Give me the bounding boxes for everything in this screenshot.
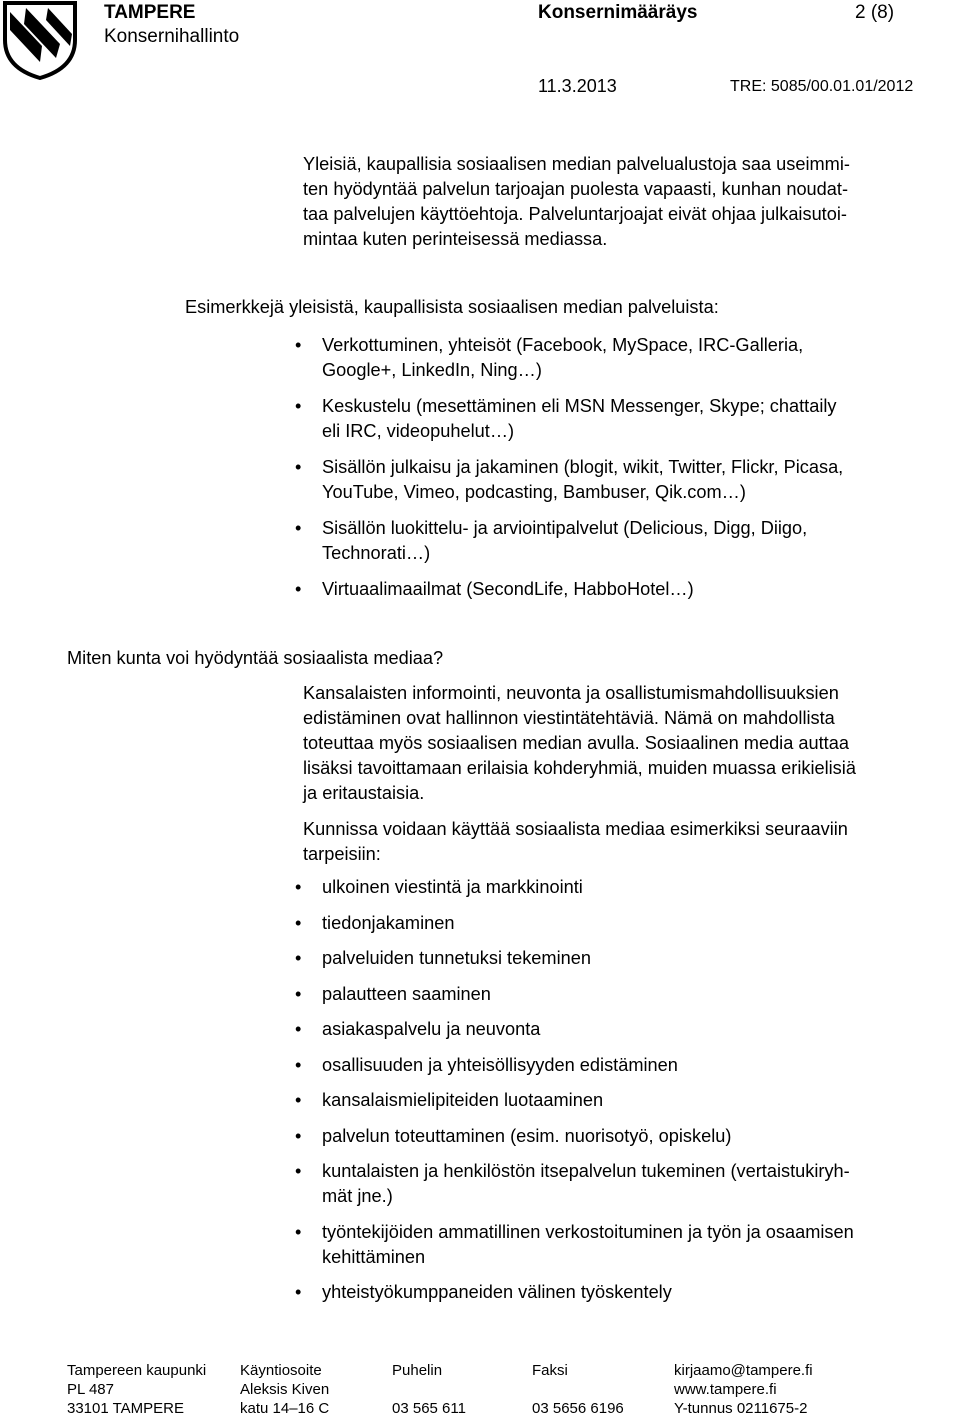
- text-line: toteuttaa myös sosiaalisen median avulla. Sosiaalinen media auttaa: [303, 733, 849, 753]
- city-coat-of-arms-logo: [2, 0, 78, 80]
- footer-website-link[interactable]: www.tampere.fi: [674, 1381, 777, 1398]
- list-item: • kuntalaisten ja henkilöstön itsepalvelun tukeminen (vertaistukiryh- mät jne.): [322, 1159, 960, 1209]
- text-line: Yleisiä, kaupallisia sosiaalisen median palvelualustoja saa useimmi-: [303, 154, 850, 174]
- document-type: Konsernimääräys: [538, 2, 698, 23]
- text-line: ja eritaustaisia.: [303, 783, 425, 803]
- list-item: • Sisällön julkaisu ja jakaminen (blogit, wikit, Twitter, Flickr, Picasa, YouTube, Vimeo, podcasting, Bambuser, Qik.com…): [322, 455, 922, 505]
- list-item: • kansalaismielipiteiden luotaaminen: [322, 1088, 960, 1113]
- text-line: Kunnissa voidaan käyttää sosiaalista mediaa esimerkiksi seuraaviin: [303, 819, 848, 839]
- footer-email[interactable]: kirjaamo@tampere.fi: [674, 1362, 813, 1379]
- list-item: • palautteen saaminen: [322, 982, 960, 1007]
- list-item: • palvelun toteuttaminen (esim. nuorisotyö, opiskelu): [322, 1124, 960, 1149]
- footer-business-id: Y-tunnus 0211675-2: [674, 1400, 808, 1417]
- list-item: • työntekijöiden ammatillinen verkostoituminen ja työn ja osaamisen kehittäminen: [322, 1220, 960, 1270]
- list-item: • palveluiden tunnetuksi tekeminen: [322, 946, 960, 971]
- text-line: ten hyödyntää palvelun tarjoajan puolesta vapaasti, kunhan noudat-: [303, 179, 849, 199]
- text-line: taa palvelujen käyttöehtoja. Palveluntarjoajat eivät ohjaa julkaisutoi-: [303, 204, 847, 224]
- document-date: 11.3.2013: [538, 76, 617, 96]
- page-number: 2 (8): [855, 2, 895, 23]
- text-line: lisäksi tavoittamaan erilaisia kohderyhmiä, muiden muassa erikielisiä: [303, 758, 856, 778]
- section-question: Miten kunta voi hyödyntää sosiaalista mediaa?: [67, 648, 444, 668]
- footer-phone: Puhelin 03 565 611: [392, 1362, 466, 1417]
- list-item: • osallisuuden ja yhteisöllisyyden edistäminen: [322, 1053, 960, 1078]
- list-item: • asiakaspalvelu ja neuvonta: [322, 1017, 960, 1042]
- footer-contact: [674, 1361, 813, 1418]
- text-line: mintaa kuten perinteisessä mediassa.: [303, 229, 608, 249]
- reference-number: TRE: 5085/00.01.01/2012: [730, 78, 914, 95]
- uses-intro: [303, 817, 848, 867]
- text-line: Kansalaisten informointi, neuvonta ja osallistumismahdollisuuksien: [303, 683, 839, 703]
- footer-fax: Faksi 03 5656 6196: [532, 1362, 624, 1417]
- text-line: edistäminen ovat hallinnon viestintätehtäviä. Nämä on mahdollista: [303, 708, 835, 728]
- list-item: • yhteistyökumppaneiden välinen työskentely: [322, 1280, 960, 1305]
- footer-visiting-address: Käyntiosoite Aleksis Kiven katu 14–16 C: [240, 1362, 330, 1417]
- text-line: tarpeisiin:: [303, 844, 381, 864]
- department-name: Konsernihallinto: [104, 26, 240, 47]
- intro-paragraph: [303, 152, 850, 252]
- list-item: • ulkoinen viestintä ja markkinointi: [322, 875, 960, 900]
- org-name: TAMPERE: [104, 2, 196, 23]
- uses-list: [322, 875, 960, 1316]
- examples-heading: Esimerkkejä yleisistä, kaupallisista sosiaalisen median palveluista:: [185, 297, 719, 317]
- list-item: • Keskustelu (mesettäminen eli MSN Messenger, Skype; chattaily eli IRC, videopuhelut…): [322, 394, 922, 444]
- answer-paragraph: [303, 681, 856, 806]
- footer-address: Tampereen kaupunki PL 487 33101 TAMPERE: [67, 1362, 207, 1417]
- list-item: • Sisällön luokittelu- ja arviointipalvelut (Delicious, Digg, Diigo, Technorati…): [322, 516, 922, 566]
- list-item: • Verkottuminen, yhteisöt (Facebook, MySpace, IRC-Galleria, Google+, LinkedIn, Ning…): [322, 333, 922, 383]
- list-item: • tiedonjakaminen: [322, 911, 960, 936]
- list-item: • Virtuaalimaailmat (SecondLife, HabboHotel…): [322, 577, 922, 602]
- examples-list: [322, 333, 922, 613]
